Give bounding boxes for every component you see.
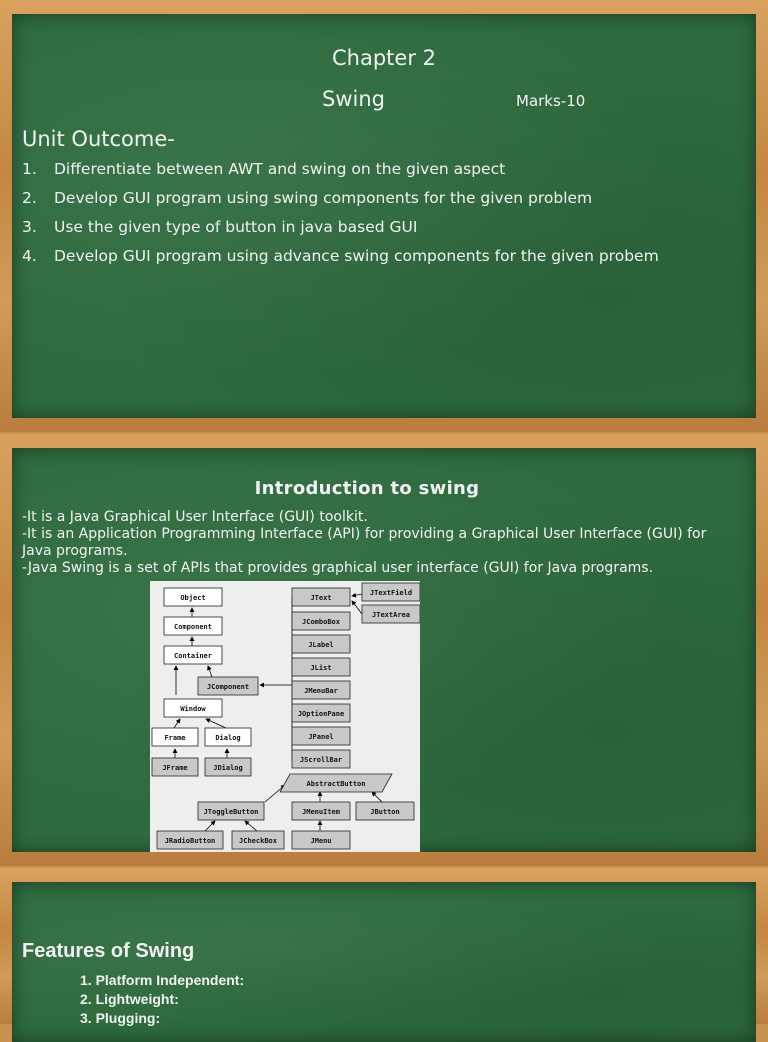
diagram-label: JLabel [308,641,334,649]
diagram-label: JToggleButton [203,808,259,816]
outcome-list [22,160,659,276]
list-item: 2. Develop GUI program using swing components for the given problem [22,189,593,207]
diagram-label: JScrollBar [299,756,343,764]
slide-introduction [12,448,756,852]
marks-label: Marks-10 [516,92,586,110]
diagram-label: JComboBox [302,618,340,626]
list-item: 4. Develop GUI program using advance swing components for the given probem [22,247,659,265]
diagram-label: JTextField [369,589,413,597]
slide-title: Features of Swing [22,940,195,962]
slide-title: Swing [322,87,385,111]
list-item: 3. Plugging: [80,1010,161,1026]
feature-list [80,972,244,1029]
diagram-label: Frame [164,734,186,742]
slide-title: Introduction to swing [254,478,480,499]
diagram-label: JButton [370,808,400,816]
diagram-label: Container [174,652,212,660]
diagram-label: Dialog [215,734,241,742]
list-item: 1. Platform Independent: [80,972,245,988]
diagram-label: JFrame [162,764,188,772]
swing-class-hierarchy-diagram [150,581,420,852]
diagram-label: JPanel [308,733,334,741]
chapter-title: Chapter 2 [332,46,436,70]
diagram-label: Window [180,705,206,713]
diagram-label: JTextArea [372,611,410,619]
intro-line: -Java Swing is a set of APIs that provides graphical user interface (GUI) for Java programs. [22,560,654,576]
intro-line: -It is a Java Graphical User Interface (GUI) toolkit. [22,509,368,525]
diagram-label: JList [310,664,332,672]
list-item: 2. Lightweight: [80,991,179,1007]
diagram-label: JMenu [310,837,332,845]
diagram-label: JMenuBar [304,687,338,695]
diagram-label: Component [174,623,212,631]
list-item: 1. Differentiate between AWT and swing on the given aspect [22,160,506,178]
diagram-label: JOptionPane [297,710,345,718]
diagram-label: JRadioButton [164,837,216,845]
intro-text [22,509,722,577]
diagram-label: JCheckBox [239,837,277,845]
list-item: 3. Use the given type of button in java based GUI [22,218,418,236]
diagram-label: JMenuItem [302,808,340,816]
unit-outcome-heading: Unit Outcome- [22,127,175,151]
diagram-label: JDialog [213,764,243,772]
slide-chapter-2 [12,14,756,418]
slide-features [12,882,756,1042]
diagram-label: JText [310,594,332,602]
diagram-label: AbstractButton [306,780,366,788]
intro-line: -It is an Application Programming Interface (API) for providing a Graphical User Interface (GUI) for Java programs. [22,526,707,559]
diagram-label: JComponent [206,683,250,691]
diagram-label: Object [180,594,206,602]
